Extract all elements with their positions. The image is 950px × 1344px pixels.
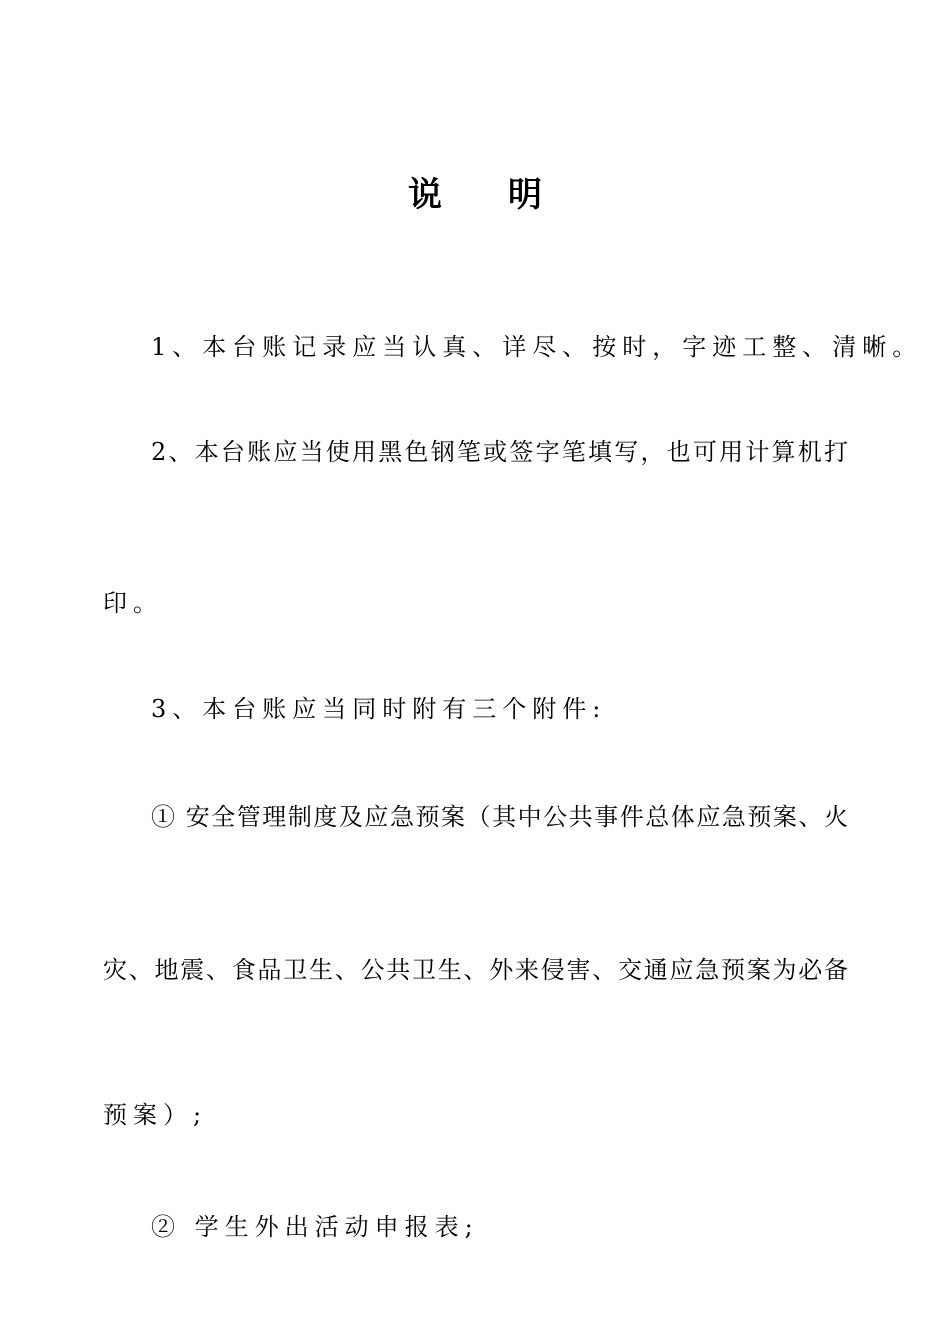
attachment-item-1-end: 预案）; bbox=[103, 1101, 208, 1129]
instruction-line-3: 3、本台账应当同时附有三个附件: bbox=[151, 695, 607, 723]
instruction-line-2: 2、本台账应当使用黑色钢笔或签字笔填写，也可用计算机打 bbox=[151, 438, 848, 466]
instruction-line-2-continued: 印。 bbox=[103, 589, 163, 617]
instruction-line-1: 1、本台账记录应当认真、详尽、按时，字迹工整、清晰。 bbox=[151, 333, 923, 361]
attachment-item-1: ① 安全管理制度及应急预案（其中公共事件总体应急预案、火 bbox=[151, 803, 848, 831]
document-title: 说明 bbox=[408, 175, 608, 215]
attachment-item-2: ② 学生外出活动申报表; bbox=[151, 1213, 479, 1241]
attachment-item-1-continued: 灾、地震、食品卫生、公共卫生、外来侵害、交通应急预案为必备 bbox=[103, 956, 848, 984]
